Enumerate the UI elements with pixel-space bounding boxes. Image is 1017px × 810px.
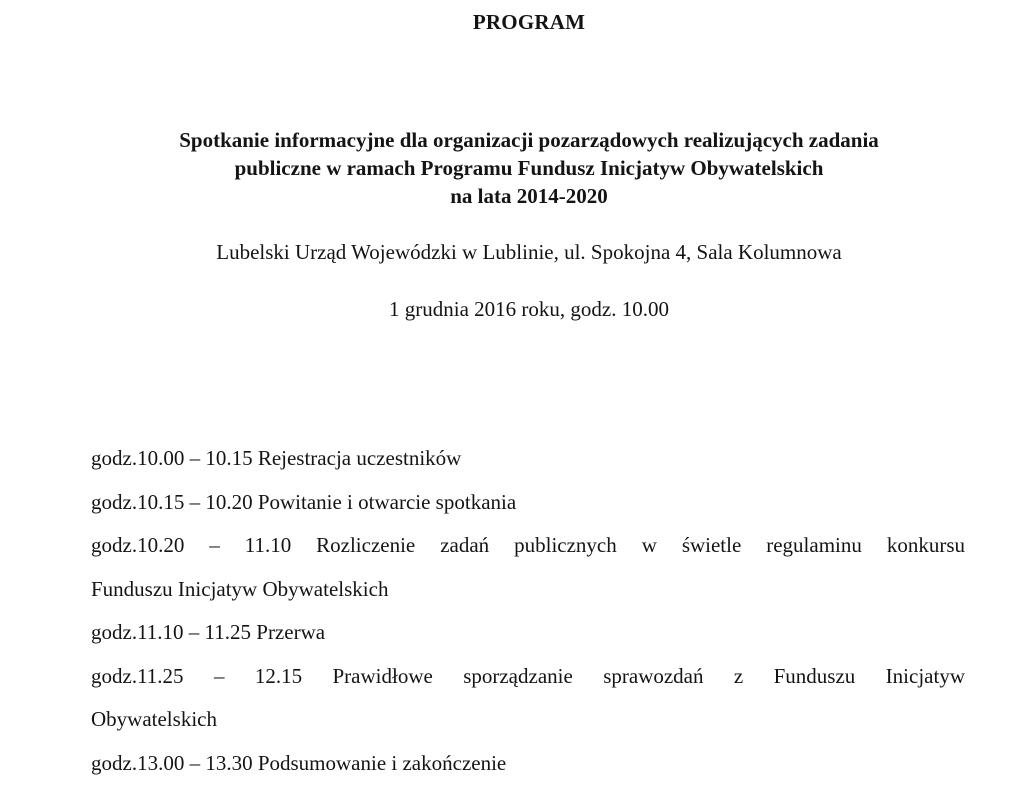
document-title: PROGRAM (472, 10, 586, 34)
agenda-item-text: godz.10.20 – 11.10 Rozliczenie zadań publicznych w świetle regulaminu konkursu (91, 533, 965, 557)
meeting-subject-line: publiczne w ramach Programu Fundusz Inicjatyw Obywatelskich (234, 156, 824, 180)
agenda-item (91, 742, 965, 786)
meeting-subject (0, 126, 1017, 210)
agenda-item (91, 437, 965, 481)
meeting-date: 1 grudnia 2016 roku, godz. 10.00 (389, 297, 669, 321)
agenda-item-text-continued: Funduszu Inicjatyw Obywatelskich (91, 576, 389, 601)
agenda-item-text: godz.13.00 – 13.30 Podsumowanie i zakończenie (91, 750, 507, 775)
agenda-item-text: godz.10.00 – 10.15 Rejestracja uczestników (91, 446, 462, 470)
agenda-item-text: godz.10.15 – 10.20 Powitanie i otwarcie spotkania (91, 489, 517, 514)
meeting-subject-line: na lata 2014-2020 (450, 184, 608, 208)
agenda-item (91, 655, 965, 742)
meeting-subject-line: Spotkanie informacyjne dla organizacji pozarządowych realizujących zadania (179, 128, 879, 152)
agenda-item-text-continued: Obywatelskich (91, 707, 217, 731)
agenda-item (91, 481, 965, 525)
meeting-venue: Lubelski Urząd Wojewódzki w Lublinie, ul. Spokojna 4, Sala Kolumnowa (216, 240, 842, 264)
agenda-item-text: godz.11.25 – 12.15 Prawidłowe sporządzanie sprawozdań z Funduszu Inicjatyw (91, 663, 965, 688)
agenda-item (91, 524, 965, 611)
agenda-item-text: godz.11.10 – 11.25 Przerwa (91, 620, 326, 644)
agenda-list (91, 437, 965, 785)
agenda-item (91, 611, 965, 655)
